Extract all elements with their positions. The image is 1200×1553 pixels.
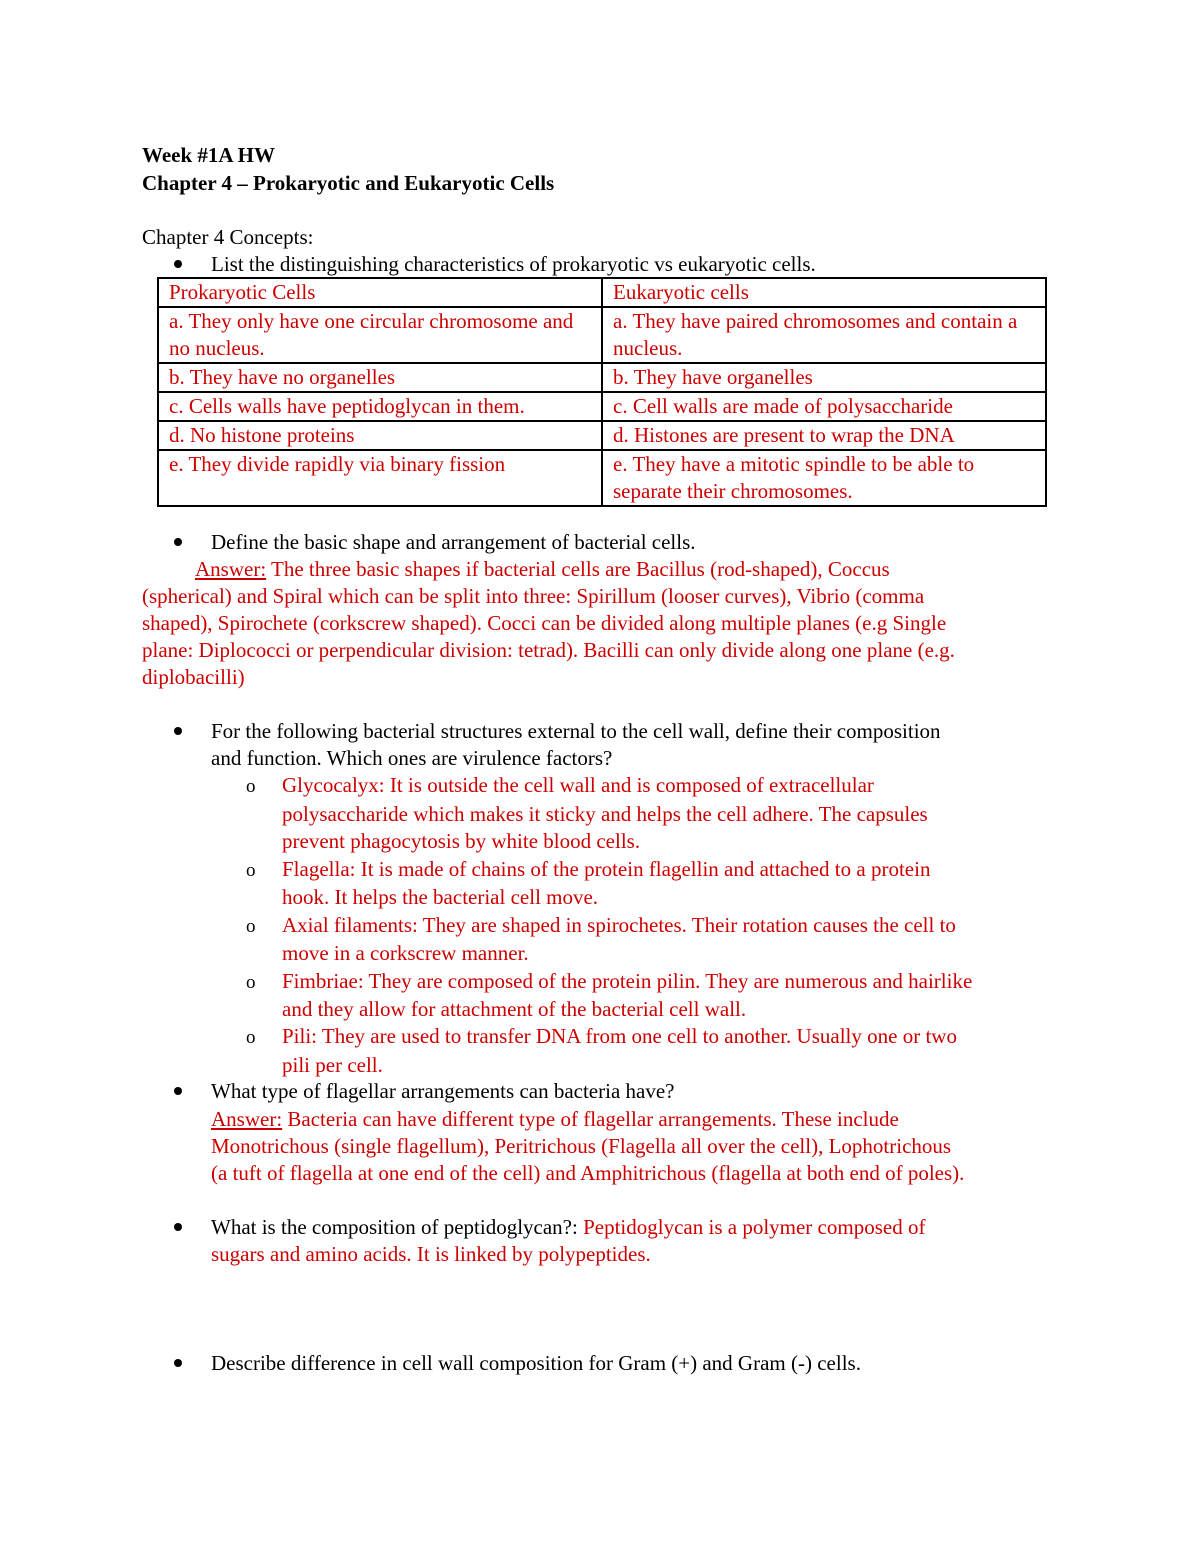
table-cell: e. They have a mitotic spindle to be able to separate their chromosomes. [602,450,1046,506]
q4-answer-line-3: (a tuft of flagella at one end of the cell) and Amphitrichous (flagella at both end of poles). [211,1161,965,1185]
q4-answer-line-2: Monotrichous (single flagellum), Peritrichous (Flagella all over the cell), Lophotrichous [211,1134,952,1158]
bullet-icon [174,727,182,735]
q3-item-line: hook. It helps the bacterial cell move. [282,885,599,909]
q3-line-2: and function. Which ones are virulence factors? [211,746,613,770]
q4-text: What type of flagellar arrangements can bacteria have? [211,1079,675,1103]
bullet-icon [174,538,182,546]
table-cell: b. They have no organelles [158,363,602,392]
chapter-title: Chapter 4 – Prokaryotic and Eukaryotic Cells [142,171,555,195]
table-row [158,450,1046,506]
q3-item-line: Flagella: It is made of chains of the protein flagellin and attached to a protein [282,857,931,881]
q3-item-line: Glycocalyx: It is outside the cell wall and is composed of extracellular [282,773,874,797]
q2-answer-line-4: plane: Diplococci or perpendicular division: tetrad). Bacilli can only divide along one plane (e.g. [142,638,955,662]
table-cell: c. Cell walls are made of polysaccharide [602,392,1046,421]
week-title: Week #1A HW [142,143,276,167]
q2-text: Define the basic shape and arrangement of bacterial cells. [211,530,696,554]
q6-text: Describe difference in cell wall composition for Gram (+) and Gram (-) cells. [211,1351,861,1375]
table-row [158,363,1046,392]
concepts-label: Chapter 4 Concepts: [142,225,314,249]
bullet-icon [174,1223,182,1231]
sub-marker: o [246,1027,256,1048]
q2-answer-line-5: diplobacilli) [142,665,245,689]
bullet-icon [174,260,182,268]
sub-marker: o [246,776,256,797]
table-cell: b. They have organelles [602,363,1046,392]
table-cell: c. Cells walls have peptidoglycan in them. [158,392,602,421]
q3-item-line: Axial filaments: They are shaped in spirochetes. Their rotation causes the cell to [282,913,956,937]
table-row [158,392,1046,421]
sub-marker: o [246,860,256,881]
q1-text: List the distinguishing characteristics of prokaryotic vs eukaryotic cells. [211,252,816,276]
comparison-table [157,277,1047,507]
q3-item-line: Pili: They are used to transfer DNA from one cell to another. Usually one or two [282,1024,957,1048]
answer-label: Answer: [211,1107,283,1131]
q3-item-line: and they allow for attachment of the bacterial cell wall. [282,997,747,1021]
q2-answer-line-3: shaped), Spirochete (corkscrew shaped). Cocci can be divided along multiple planes (e.g Single [142,611,947,635]
header-prokaryotic: Prokaryotic Cells [158,278,602,307]
table-cell: d. Histones are present to wrap the DNA [602,421,1046,450]
q3-item-line: prevent phagocytosis by white blood cells. [282,829,641,853]
sub-marker: o [246,972,256,993]
table-row [158,421,1046,450]
table-cell: d. No histone proteins [158,421,602,450]
q3-item-line: Fimbriae: They are composed of the protein pilin. They are numerous and hairlike [282,969,973,993]
table-cell: a. They have paired chromosomes and contain a nucleus. [602,307,1046,363]
q2-answer-line-2: (spherical) and Spiral which can be split into three: Spirillum (looser curves), Vibrio (comma [142,584,925,608]
bullet-icon [174,1087,182,1095]
q3-item-line: pili per cell. [282,1053,383,1077]
q2-answer-line-1: Answer: The three basic shapes if bacterial cells are Bacillus (rod-shaped), Coccus [195,557,890,581]
table-cell: a. They only have one circular chromosome and no nucleus. [158,307,602,363]
q5-line-1: What is the composition of peptidoglycan?: Peptidoglycan is a polymer composed of [211,1215,926,1239]
table-cell: e. They divide rapidly via binary fission [158,450,602,506]
q5-answer-line-2: sugars and amino acids. It is linked by polypeptides. [211,1242,651,1266]
q3-item-line: polysaccharide which makes it sticky and helps the cell adhere. The capsules [282,802,928,826]
header-eukaryotic: Eukaryotic cells [602,278,1046,307]
table-header-row [158,278,1046,307]
table-row [158,307,1046,363]
q4-answer-line-1: Answer: Bacteria can have different type of flagellar arrangements. These include [211,1107,899,1131]
sub-marker: o [246,916,256,937]
bullet-icon [174,1359,182,1367]
q3-item-line: move in a corkscrew manner. [282,941,529,965]
answer-label: Answer: [195,557,267,581]
q3-line-1: For the following bacterial structures external to the cell wall, define their composition [211,719,941,743]
